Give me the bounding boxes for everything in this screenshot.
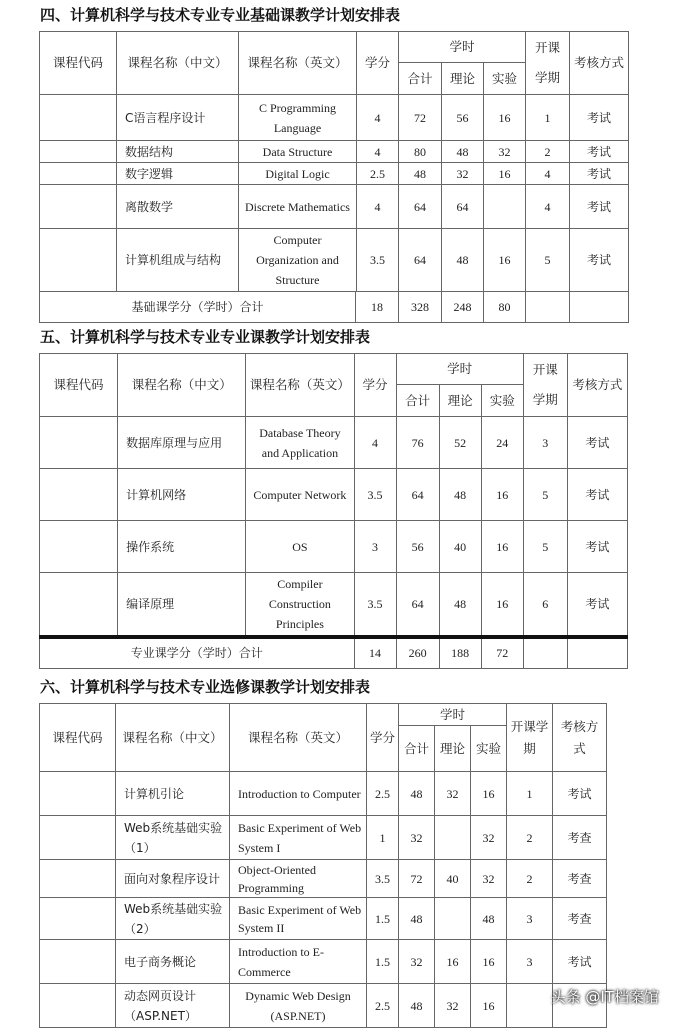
course-lab: 32 (471, 860, 507, 898)
course-credit: 4 (357, 141, 399, 163)
header-total: 合计 (399, 63, 442, 95)
header-cn-name: 课程名称（中文） (118, 354, 246, 417)
course-credit: 2.5 (367, 984, 399, 1028)
course-lab: 16 (471, 940, 507, 984)
course-code (40, 469, 118, 521)
course-theory: 40 (435, 860, 471, 898)
course-lab: 32 (484, 141, 526, 163)
course-term: 5 (526, 229, 570, 292)
course-term: 5 (523, 521, 567, 573)
course-credit: 1.5 (367, 898, 399, 940)
summary-row (40, 292, 629, 323)
course-theory: 48 (439, 573, 481, 637)
course-en-name: Database Theory and Application (246, 417, 354, 469)
table-row (40, 185, 629, 229)
summary-lab: 72 (481, 637, 523, 669)
course-lab: 24 (481, 417, 523, 469)
course-code (40, 141, 117, 163)
header-en-name: 课程名称（英文） (239, 32, 357, 95)
course-en-name: Introduction to E-Commerce (230, 940, 367, 984)
summary-exam (567, 637, 627, 669)
course-total: 32 (399, 816, 435, 860)
table-row (40, 816, 607, 860)
header-cn-name: 课程名称（中文） (116, 704, 230, 772)
course-code (40, 573, 118, 637)
course-credit: 3.5 (357, 229, 399, 292)
header-credit: 学分 (357, 32, 399, 95)
course-en-name: Introduction to Computer (230, 772, 367, 816)
course-lab: 16 (484, 229, 526, 292)
summary-row (40, 637, 628, 669)
header-term: 开课学期 (507, 704, 553, 772)
course-total: 48 (399, 772, 435, 816)
course-en-name: Compiler Construction Principles (246, 573, 354, 637)
header-theory: 理论 (442, 63, 484, 95)
course-total: 64 (396, 573, 439, 637)
header-hours: 学时 (399, 704, 507, 726)
course-total: 72 (399, 860, 435, 898)
course-credit: 4 (354, 417, 396, 469)
course-total: 64 (399, 185, 442, 229)
course-en-name: OS (246, 521, 354, 573)
course-cn-name: 离散数学 (117, 185, 239, 229)
course-exam: 考试 (567, 469, 627, 521)
course-en-name: Basic Experiment of Web System II (230, 898, 367, 940)
course-en-name: C Programming Language (239, 95, 357, 141)
header-code: 课程代码 (40, 32, 117, 95)
course-exam: 考试 (570, 185, 629, 229)
course-credit: 1.5 (367, 940, 399, 984)
course-code (40, 984, 116, 1028)
table-row (40, 95, 629, 141)
course-en-name: Digital Logic (239, 163, 357, 185)
course-theory: 16 (435, 940, 471, 984)
course-term: 3 (507, 898, 553, 940)
course-en-name: Computer Organization and Structure (239, 229, 357, 292)
course-term: 3 (523, 417, 567, 469)
summary-term (523, 637, 567, 669)
course-cn-name: 电子商务概论 (116, 940, 230, 984)
course-theory: 56 (442, 95, 484, 141)
course-lab: 48 (471, 898, 507, 940)
section-title-elective: 六、计算机科学与技术专业选修课教学计划安排表 (40, 678, 371, 696)
summary-term (526, 292, 570, 323)
course-term: 6 (523, 573, 567, 637)
course-theory: 64 (442, 185, 484, 229)
summary-label-cell (40, 292, 399, 323)
course-theory: 52 (439, 417, 481, 469)
course-exam: 考试 (570, 95, 629, 141)
table-row (40, 984, 607, 1028)
table-row (40, 940, 607, 984)
header-credit: 学分 (354, 354, 396, 417)
table-row (40, 772, 607, 816)
summary-theory: 248 (442, 292, 484, 323)
course-term: 3 (507, 940, 553, 984)
course-term (507, 984, 553, 1028)
course-credit: 2.5 (367, 772, 399, 816)
course-exam: 考试 (567, 417, 627, 469)
course-code (40, 95, 117, 141)
course-lab (484, 185, 526, 229)
course-total: 80 (399, 141, 442, 163)
table-row (40, 163, 629, 185)
course-theory: 32 (435, 772, 471, 816)
course-lab: 16 (481, 521, 523, 573)
course-lab: 32 (471, 816, 507, 860)
course-credit: 4 (357, 95, 399, 141)
course-code (40, 898, 116, 940)
course-theory (435, 898, 471, 940)
course-lab: 16 (484, 163, 526, 185)
summary-label: 专业课学分（学时）合计 (40, 637, 355, 669)
header-term: 开课学期 (523, 354, 567, 417)
course-lab: 16 (481, 573, 523, 637)
course-term: 4 (526, 163, 570, 185)
course-cn-name: Web系统基础实验（1） (116, 816, 230, 860)
header-en-name: 课程名称（英文） (230, 704, 367, 772)
header-cn-name: 课程名称（中文） (117, 32, 239, 95)
course-en-name: Object-Oriented Programming (230, 860, 367, 898)
course-total: 64 (399, 229, 442, 292)
course-code (40, 185, 117, 229)
course-term: 1 (526, 95, 570, 141)
header-code: 课程代码 (40, 704, 116, 772)
summary-total: 328 (399, 292, 442, 323)
course-cn-name: 面向对象程序设计 (116, 860, 230, 898)
table-row (40, 573, 628, 637)
course-term: 2 (526, 141, 570, 163)
course-theory: 48 (442, 229, 484, 292)
course-total: 56 (396, 521, 439, 573)
table-row (40, 417, 628, 469)
course-en-name: Data Structure (239, 141, 357, 163)
table-row (40, 469, 628, 521)
header-hours: 学时 (396, 354, 523, 385)
course-total: 48 (399, 163, 442, 185)
course-cn-name: C语言程序设计 (117, 95, 239, 141)
table-row (40, 898, 607, 940)
course-code (40, 940, 116, 984)
course-total: 76 (396, 417, 439, 469)
header-exam: 考核方式 (570, 32, 629, 95)
section-title-major: 五、计算机科学与技术专业专业课教学计划安排表 (40, 328, 371, 346)
summary-theory: 188 (439, 637, 481, 669)
course-theory: 48 (442, 141, 484, 163)
summary-total: 260 (396, 637, 439, 669)
course-cn-name: 计算机网络 (118, 469, 246, 521)
course-credit: 4 (357, 185, 399, 229)
basic-course-table (39, 31, 629, 323)
header-credit: 学分 (367, 704, 399, 772)
summary-exam (570, 292, 629, 323)
course-exam: 考试 (567, 573, 627, 637)
course-theory: 32 (442, 163, 484, 185)
header-lab: 实验 (484, 63, 526, 95)
course-en-name: Discrete Mathematics (239, 185, 357, 229)
header-en-name: 课程名称（英文） (246, 354, 354, 417)
course-cn-name: 计算机组成与结构 (117, 229, 239, 292)
header-lab: 实验 (481, 385, 523, 417)
major-course-table (39, 353, 628, 669)
course-code (40, 417, 118, 469)
course-term: 2 (507, 860, 553, 898)
course-credit: 2.5 (357, 163, 399, 185)
table-row (40, 521, 628, 573)
header-term: 开课学期 (526, 32, 570, 95)
header-code: 课程代码 (40, 354, 118, 417)
course-credit: 3.5 (354, 573, 396, 637)
course-credit: 1 (367, 816, 399, 860)
course-en-name: Computer Network (246, 469, 354, 521)
course-credit: 3.5 (367, 860, 399, 898)
course-lab: 16 (471, 984, 507, 1028)
course-cn-name: Web系统基础实验（2） (116, 898, 230, 940)
section-title-basic: 四、计算机科学与技术专业专业基础课教学计划安排表 (40, 6, 401, 24)
summary-credit: 18 (371, 300, 383, 314)
course-total: 72 (399, 95, 442, 141)
course-code (40, 860, 116, 898)
course-theory: 32 (435, 984, 471, 1028)
course-cn-name: 数字逻辑 (117, 163, 239, 185)
summary-lab: 80 (484, 292, 526, 323)
course-exam: 考试 (553, 772, 607, 816)
course-code (40, 163, 117, 185)
course-cn-name: 动态网页设计（ASP.NET） (116, 984, 230, 1028)
header-total: 合计 (399, 726, 435, 772)
course-exam: 考试 (553, 940, 607, 984)
course-credit: 3.5 (354, 469, 396, 521)
course-exam: 考试 (570, 163, 629, 185)
course-en-name: Dynamic Web Design (ASP.NET) (230, 984, 367, 1028)
course-cn-name: 编译原理 (118, 573, 246, 637)
course-term: 2 (507, 816, 553, 860)
course-term: 4 (526, 185, 570, 229)
course-lab: 16 (484, 95, 526, 141)
table-row (40, 229, 629, 292)
course-exam: 考查 (553, 860, 607, 898)
elective-course-table (39, 703, 607, 1028)
table-row (40, 860, 607, 898)
course-exam: 考试 (570, 229, 629, 292)
header-exam: 考核方式 (567, 354, 627, 417)
course-total: 32 (399, 940, 435, 984)
course-cn-name: 计算机引论 (116, 772, 230, 816)
header-lab: 实验 (471, 726, 507, 772)
course-cn-name: 数据结构 (117, 141, 239, 163)
table-row (40, 141, 629, 163)
course-lab: 16 (471, 772, 507, 816)
summary-label: 基础课学分（学时）合计 (40, 292, 356, 322)
course-lab: 16 (481, 469, 523, 521)
course-exam: 考试 (570, 141, 629, 163)
course-code (40, 816, 116, 860)
header-exam: 考核方式 (553, 704, 607, 772)
summary-credit: 14 (354, 637, 396, 669)
header-theory: 理论 (439, 385, 481, 417)
watermark-text: 头条 @IT档案馆 (550, 988, 659, 1006)
course-code (40, 772, 116, 816)
course-credit: 3 (354, 521, 396, 573)
course-cn-name: 操作系统 (118, 521, 246, 573)
course-term: 1 (507, 772, 553, 816)
course-total: 64 (396, 469, 439, 521)
course-exam: 考查 (553, 898, 607, 940)
course-cn-name: 数据库原理与应用 (118, 417, 246, 469)
header-total: 合计 (396, 385, 439, 417)
course-theory (435, 816, 471, 860)
course-code (40, 229, 117, 292)
header-theory: 理论 (435, 726, 471, 772)
course-total: 48 (399, 898, 435, 940)
course-exam: 考试 (567, 521, 627, 573)
course-theory: 48 (439, 469, 481, 521)
course-term: 5 (523, 469, 567, 521)
course-theory: 40 (439, 521, 481, 573)
course-exam: 考查 (553, 816, 607, 860)
course-total: 48 (399, 984, 435, 1028)
header-hours: 学时 (399, 32, 526, 63)
course-code (40, 521, 118, 573)
course-en-name: Basic Experiment of Web System I (230, 816, 367, 860)
